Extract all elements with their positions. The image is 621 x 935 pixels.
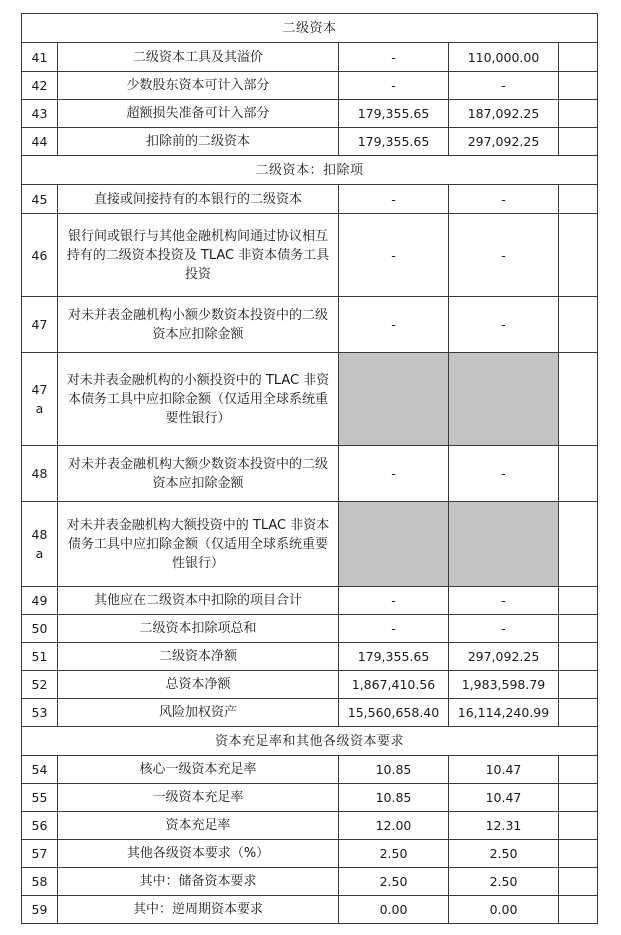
row-label: 其中：储备资本要求: [58, 868, 339, 896]
value-col-2: -: [449, 615, 559, 643]
table-row: [22, 643, 598, 671]
table-row: [22, 100, 598, 128]
row-number: 57: [22, 840, 58, 868]
value-col-2: 297,092.25: [449, 643, 559, 671]
value-col-2: [449, 502, 559, 587]
value-col-3: [559, 72, 598, 100]
value-col-1: -: [339, 615, 449, 643]
value-col-2: -: [449, 446, 559, 502]
value-col-3: [559, 868, 598, 896]
value-col-2: 2.50: [449, 868, 559, 896]
section-title: 二级资本: [22, 14, 598, 43]
value-col-1: 1,867,410.56: [339, 671, 449, 699]
value-col-3: [559, 643, 598, 671]
value-col-2: -: [449, 72, 559, 100]
row-number-suffix: a: [35, 546, 44, 561]
row-number: 44: [22, 128, 58, 156]
row-number: 47: [22, 297, 58, 353]
value-col-1: 12.00: [339, 812, 449, 840]
table-row: [22, 587, 598, 615]
row-number: 53: [22, 699, 58, 727]
value-col-2: 12.31: [449, 812, 559, 840]
row-number: 51: [22, 643, 58, 671]
row-number-main: 48: [31, 527, 48, 542]
section-header-tier2: [22, 14, 598, 43]
row-label: 风险加权资产: [58, 699, 339, 727]
value-col-2: 10.47: [449, 784, 559, 812]
section-header-ratios: [22, 727, 598, 756]
value-col-2: 110,000.00: [449, 43, 559, 72]
row-label: 资本充足率: [58, 812, 339, 840]
table-row: [22, 43, 598, 72]
value-col-3: [559, 502, 598, 587]
value-col-1: [339, 353, 449, 446]
row-label: 二级资本净额: [58, 643, 339, 671]
value-col-3: [559, 812, 598, 840]
value-col-3: [559, 840, 598, 868]
value-col-1: 15,560,658.40: [339, 699, 449, 727]
value-col-1: 2.50: [339, 840, 449, 868]
value-col-3: [559, 587, 598, 615]
row-number: 54: [22, 756, 58, 784]
row-label: 对未并表金融机构的小额投资中的 TLAC 非资本债务工具中应扣除金额（仅适用全球系统重要性银行）: [58, 353, 339, 446]
value-col-2: -: [449, 185, 559, 214]
row-label: 对未并表金融机构大额投资中的 TLAC 非资本债务工具中应扣除金额（仅适用全球系统重要性银行）: [58, 502, 339, 587]
row-number-suffix: a: [35, 401, 44, 416]
table-row: [22, 812, 598, 840]
row-label: 一级资本充足率: [58, 784, 339, 812]
value-col-1: 179,355.65: [339, 100, 449, 128]
value-col-1: -: [339, 43, 449, 72]
table-row: [22, 756, 598, 784]
value-col-3: [559, 100, 598, 128]
row-label: 银行间或银行与其他金融机构间通过协议相互持有的二级资本投资及 TLAC 非资本债务工具投资: [58, 214, 339, 297]
value-col-1: 179,355.65: [339, 643, 449, 671]
table-row: [22, 353, 598, 446]
value-col-3: [559, 756, 598, 784]
table-row: [22, 446, 598, 502]
table-row: [22, 297, 598, 353]
row-label: 二级资本扣除项总和: [58, 615, 339, 643]
row-label: 直接或间接持有的本银行的二级资本: [58, 185, 339, 214]
value-col-1: 10.85: [339, 784, 449, 812]
table-row: [22, 671, 598, 699]
row-number-main: 47: [31, 382, 48, 397]
row-number: 55: [22, 784, 58, 812]
value-col-2: 1,983,598.79: [449, 671, 559, 699]
value-col-3: [559, 128, 598, 156]
row-number: 46: [22, 214, 58, 297]
value-col-2: 10.47: [449, 756, 559, 784]
value-col-1: 179,355.65: [339, 128, 449, 156]
value-col-1: 2.50: [339, 868, 449, 896]
row-number: 45: [22, 185, 58, 214]
row-label: 核心一级资本充足率: [58, 756, 339, 784]
row-number: 52: [22, 671, 58, 699]
value-col-3: [559, 185, 598, 214]
row-number: 41: [22, 43, 58, 72]
table-row: [22, 72, 598, 100]
table-row: [22, 214, 598, 297]
value-col-1: -: [339, 72, 449, 100]
table-row: [22, 185, 598, 214]
value-col-3: [559, 699, 598, 727]
value-col-2: [449, 353, 559, 446]
row-number: 43: [22, 100, 58, 128]
section-title: 资本充足率和其他各级资本要求: [22, 727, 598, 756]
value-col-1: [339, 502, 449, 587]
section-title: 二级资本：扣除项: [22, 156, 598, 185]
row-label: 二级资本工具及其溢价: [58, 43, 339, 72]
row-label: 超额损失准备可计入部分: [58, 100, 339, 128]
table-row: [22, 502, 598, 587]
value-col-1: 0.00: [339, 896, 449, 924]
section-header-deductions: [22, 156, 598, 185]
row-number: 48: [22, 446, 58, 502]
table-row: [22, 784, 598, 812]
table-row: [22, 840, 598, 868]
value-col-1: -: [339, 297, 449, 353]
value-col-2: 16,114,240.99: [449, 699, 559, 727]
value-col-3: [559, 297, 598, 353]
row-number: [22, 502, 58, 587]
table-row: [22, 615, 598, 643]
table-row: [22, 868, 598, 896]
capital-adequacy-table: [21, 13, 598, 924]
value-col-2: 2.50: [449, 840, 559, 868]
row-number: 59: [22, 896, 58, 924]
table-row: [22, 699, 598, 727]
table-row: [22, 896, 598, 924]
row-label: 其他应在二级资本中扣除的项目合计: [58, 587, 339, 615]
value-col-3: [559, 446, 598, 502]
value-col-1: -: [339, 185, 449, 214]
row-label: 对未并表金融机构小额少数资本投资中的二级资本应扣除金额: [58, 297, 339, 353]
value-col-3: [559, 214, 598, 297]
row-label: 对未并表金融机构大额少数资本投资中的二级资本应扣除金额: [58, 446, 339, 502]
row-number: 50: [22, 615, 58, 643]
value-col-3: [559, 784, 598, 812]
row-label: 少数股东资本可计入部分: [58, 72, 339, 100]
value-col-2: -: [449, 297, 559, 353]
row-label: 扣除前的二级资本: [58, 128, 339, 156]
value-col-2: 187,092.25: [449, 100, 559, 128]
value-col-2: 297,092.25: [449, 128, 559, 156]
row-number: [22, 353, 58, 446]
row-label: 其他各级资本要求（%）: [58, 840, 339, 868]
row-label: 其中：逆周期资本要求: [58, 896, 339, 924]
value-col-3: [559, 671, 598, 699]
value-col-3: [559, 43, 598, 72]
value-col-2: -: [449, 587, 559, 615]
row-number: 42: [22, 72, 58, 100]
value-col-3: [559, 896, 598, 924]
row-label: 总资本净额: [58, 671, 339, 699]
value-col-2: 0.00: [449, 896, 559, 924]
row-number: 58: [22, 868, 58, 896]
value-col-3: [559, 615, 598, 643]
value-col-3: [559, 353, 598, 446]
table-row: [22, 128, 598, 156]
row-number: 56: [22, 812, 58, 840]
row-number: 49: [22, 587, 58, 615]
value-col-1: -: [339, 214, 449, 297]
value-col-2: -: [449, 214, 559, 297]
value-col-1: -: [339, 446, 449, 502]
value-col-1: 10.85: [339, 756, 449, 784]
value-col-1: -: [339, 587, 449, 615]
